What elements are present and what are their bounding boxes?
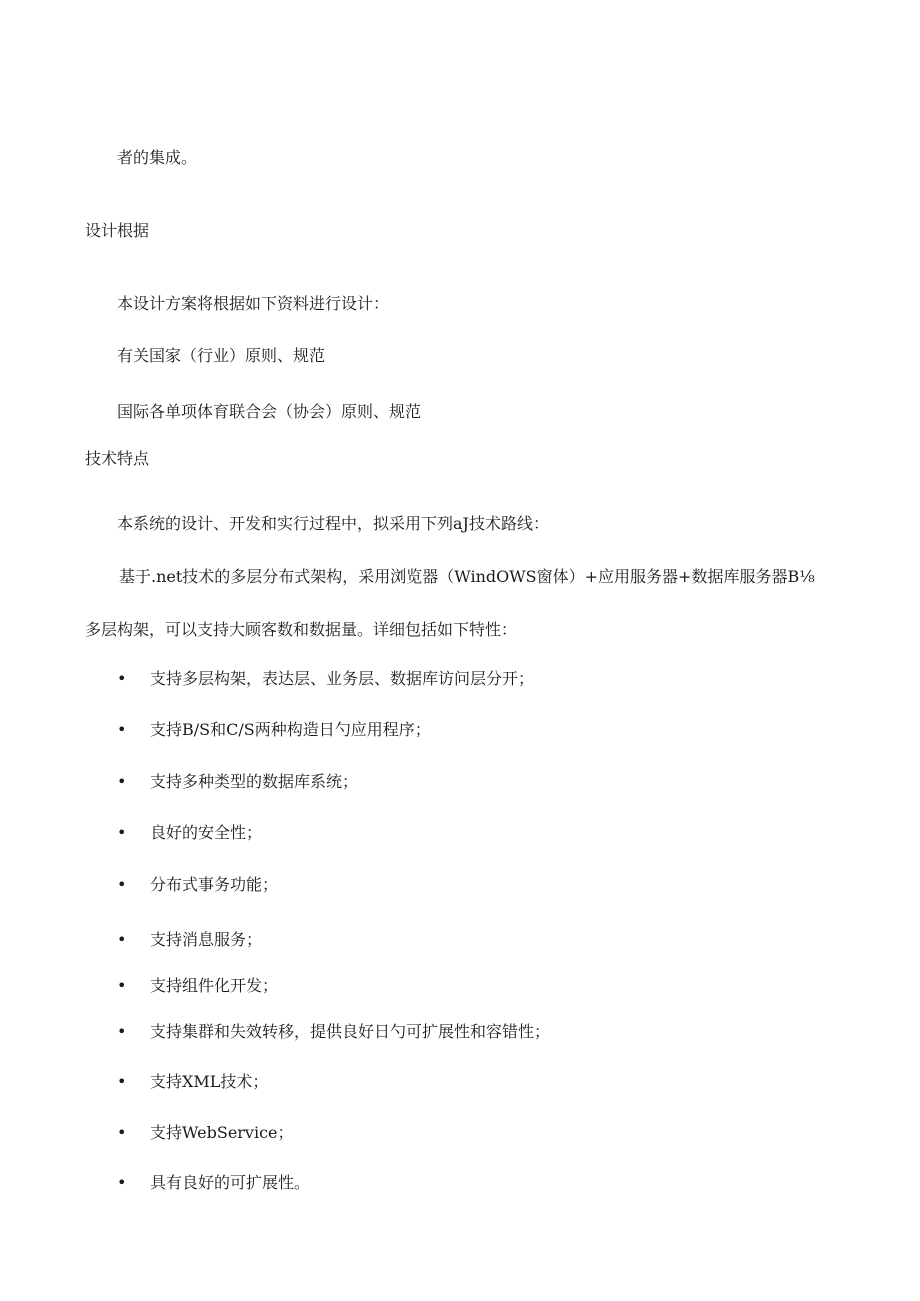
bullet-icon: • [117,720,127,739]
list-item-text: 支持WebService； [150,1123,294,1142]
design-basis-item: 有关国家（行业）原则、规范 [117,346,326,365]
list-item-text: 支持B/S和C/S两种构造日勺应用程序； [150,720,431,739]
bullet-icon: • [117,1022,127,1041]
tech-features-paragraph-line: 多层构架，可以支持大顾客数和数据量。详细包括如下特性： [85,620,518,639]
list-item-text: 良好的安全性； [150,823,263,842]
tech-features-lead: 本系统的设计、开发和实行过程中，拟采用下列aJ技术路线： [117,514,549,533]
list-item-text: 分布式事务功能； [150,875,279,894]
design-basis-lead: 本设计方案将根据如下资料进行设计： [117,294,390,313]
list-item-text: 支持多层构架，表达层、业务层、数据库访问层分开； [150,669,535,688]
tech-features-paragraph-line: 基于.net技术的多层分布式架构，采用浏览器（WindOWS窗体）+应用服务器+数据库服务器B⅛ [119,567,815,586]
bullet-icon: • [117,976,127,995]
bullet-icon: • [117,1123,127,1142]
intro-tail-text: 者的集成。 [117,148,198,167]
list-item-text: 支持XML技术； [150,1072,269,1091]
bullet-icon: • [117,1173,127,1192]
bullet-icon: • [117,823,127,842]
bullet-icon: • [117,875,127,894]
section-heading-tech-features: 技术特点 [85,449,150,468]
list-item-text: 支持组件化开发； [150,976,279,995]
bullet-icon: • [117,669,127,688]
list-item-text: 支持消息服务； [150,930,263,949]
bullet-icon: • [117,1072,127,1091]
bullet-icon: • [117,930,127,949]
list-item-text: 具有良好的可扩展性。 [150,1173,311,1192]
design-basis-item: 国际各单项体育联合会（协会）原则、规范 [117,402,422,421]
list-item-text: 支持集群和失效转移，提供良好日勺可扩展性和容错性； [150,1022,551,1041]
section-heading-design-basis: 设计根据 [85,221,150,240]
bullet-icon: • [117,772,127,791]
list-item-text: 支持多种类型的数据库系统； [150,772,359,791]
